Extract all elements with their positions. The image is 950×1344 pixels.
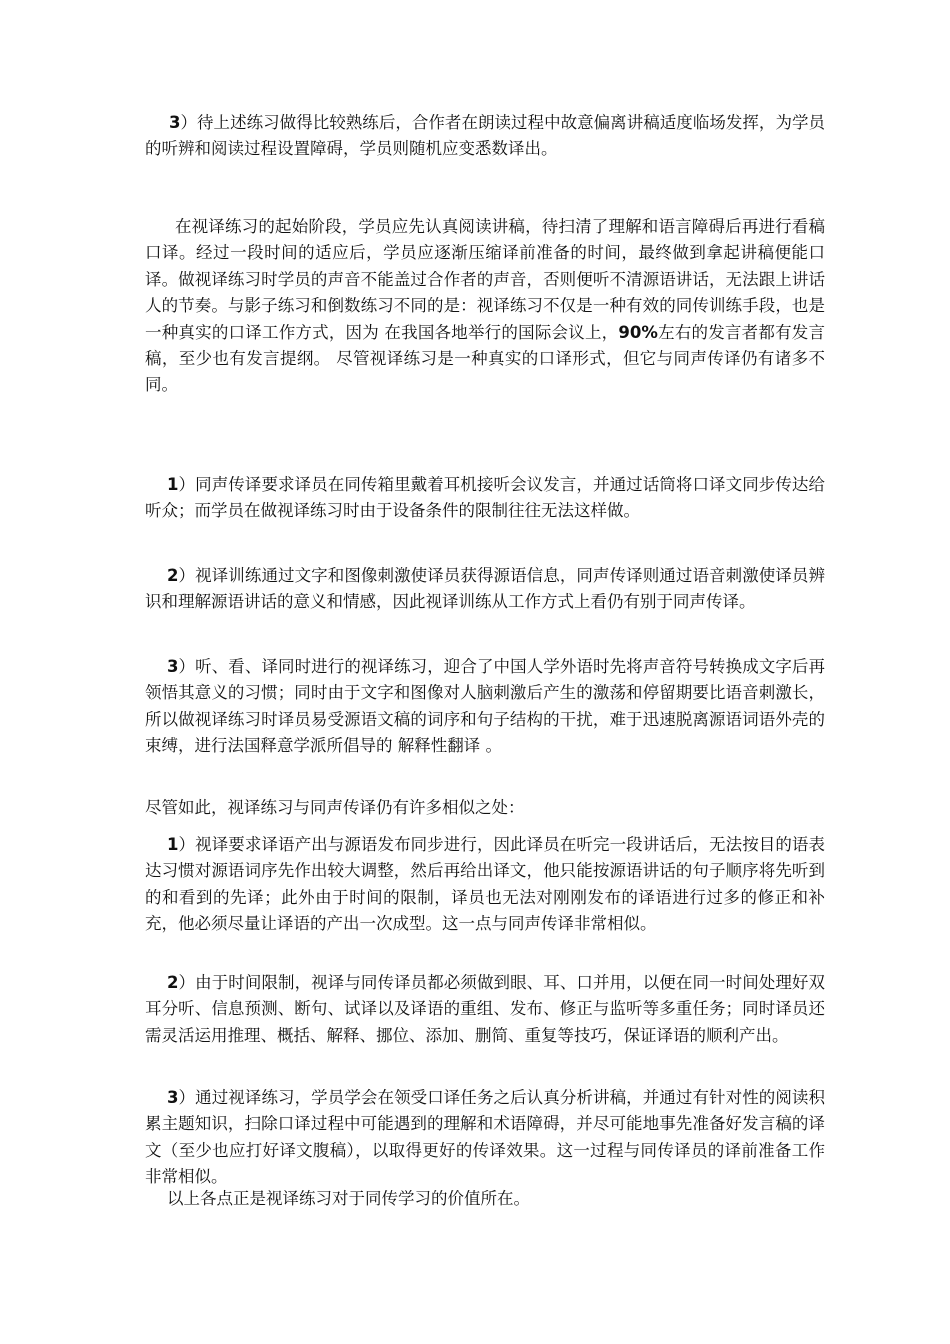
paragraph-1 (145, 110, 825, 163)
paragraph-4 (145, 563, 825, 616)
paragraph-7 (145, 832, 825, 938)
item-number: 1 (167, 835, 179, 854)
paragraph-3 (145, 472, 825, 525)
paragraph-text: ）待上述练习做得比较熟练后，合作者在朗读过程中故意偏离讲稿适度临场发挥，为学员的听辨和阅读过程设置障碍，学员则随机应变悉数译出。 (145, 113, 825, 159)
item-number: 3 (167, 1088, 179, 1107)
item-number: 1 (167, 475, 179, 494)
item-number: 3 (167, 657, 179, 676)
paragraph-text: ）同声传译要求译员在同传箱里戴着耳机接听会议发言，并通过话筒将口译文同步传达给听众；而学员在做视译练习时由于设备条件的限制往往无法这样做。 (145, 475, 825, 521)
paragraph-9 (145, 1085, 825, 1191)
paragraph-text: ）视译训练通过文字和图像刺激使译员获得源语信息，同声传译则通过语音刺激使译员辨识和理解源语讲话的意义和情感，因此视译训练从工作方式上看仍有别于同声传译。 (145, 566, 825, 612)
paragraph-text: ）视译要求译语产出与源语发布同步进行，因此译员在听完一段讲话后，无法按目的语表达习惯对源语词序先作出较大调整，然后再给出译文，他只能按源语讲话的句子顺序将先听到的和看到的先译；此外由于时间的限制，译员也无法对刚刚发布的译语进行过多的修正和补充，他必须尽量让译语的产出一次成型。这一点与同声传译非常相似。 (145, 835, 825, 934)
paragraph-text: ）由于时间限制，视译与同传译员都必须做到眼、耳、口并用，以便在同一时间处理好双耳分听、信息预测、断句、试译以及译语的重组、发布、修正与监听等多重任务；同时译员还需灵活运用推理、概括、解释、挪位、添加、删简、重复等技巧，保证译语的顺利产出。 (145, 973, 825, 1045)
paragraph-text: 在视译练习的起始阶段，学员应先认真阅读讲稿，待扫清了理解和语言障碍后再进行看稿口译。经过一段时间的适应后，学员应逐渐压缩译前准备的时间，最终做到拿起讲稿便能口译。做视译练习时学员的声音不能盖过合作者的声音，否则便听不清源语讲话，无法跟上讲话人的节奏。与影子练习和倒数练习不同的是：视译练习不仅是一种有效的同传训练手段，也是一种真实的口译工作方式，因为 在我国各地举行的国际会议上， (145, 217, 825, 342)
paragraph-text: 左右的发言者都有发言稿，至少也有发言提纲。 尽管视译练习是一种真实的口译形式，但它与同声传译仍有诸多不同。 (145, 322, 826, 395)
paragraph-text: ）听、看、译同时进行的视译练习，迎合了中国人学外语时先将声音符号转换成文字后再领悟其意义的习惯；同时由于文字和图像对人脑刺激后产生的激荡和停留期要比语音刺激长，所以做视译练习时译员易受源语文稿的词序和句子结构的干扰，难于迅速脱离源语词语外壳的束缚，进行法国释意学派所倡导的 解释性翻译 。 (145, 657, 825, 756)
paragraph-text: 以上各点正是视译练习对于同传学习的价值所在。 (167, 1189, 530, 1208)
paragraph-text: 尽管如此，视译练习与同声传译仍有许多相似之处： (145, 798, 525, 817)
percentage-value: 90% (618, 322, 658, 342)
paragraph-10 (145, 1186, 825, 1212)
item-number: 2 (167, 566, 179, 585)
item-number: 2 (167, 973, 179, 992)
paragraph-2 (145, 214, 825, 399)
paragraph-8 (145, 970, 825, 1049)
item-number: 3 (169, 113, 181, 132)
paragraph-text: ）通过视译练习，学员学会在领受口译任务之后认真分析讲稿，并通过有针对性的阅读积累主题知识，扫除口译过程中可能遇到的理解和术语障碍，并尽可能地事先准备好发言稿的译文（至少也应打好译文腹稿），以取得更好的传译效果。这一过程与同传译员的译前准备工作非常相似。 (145, 1088, 825, 1187)
paragraph-5 (145, 654, 825, 760)
paragraph-6 (145, 795, 825, 821)
